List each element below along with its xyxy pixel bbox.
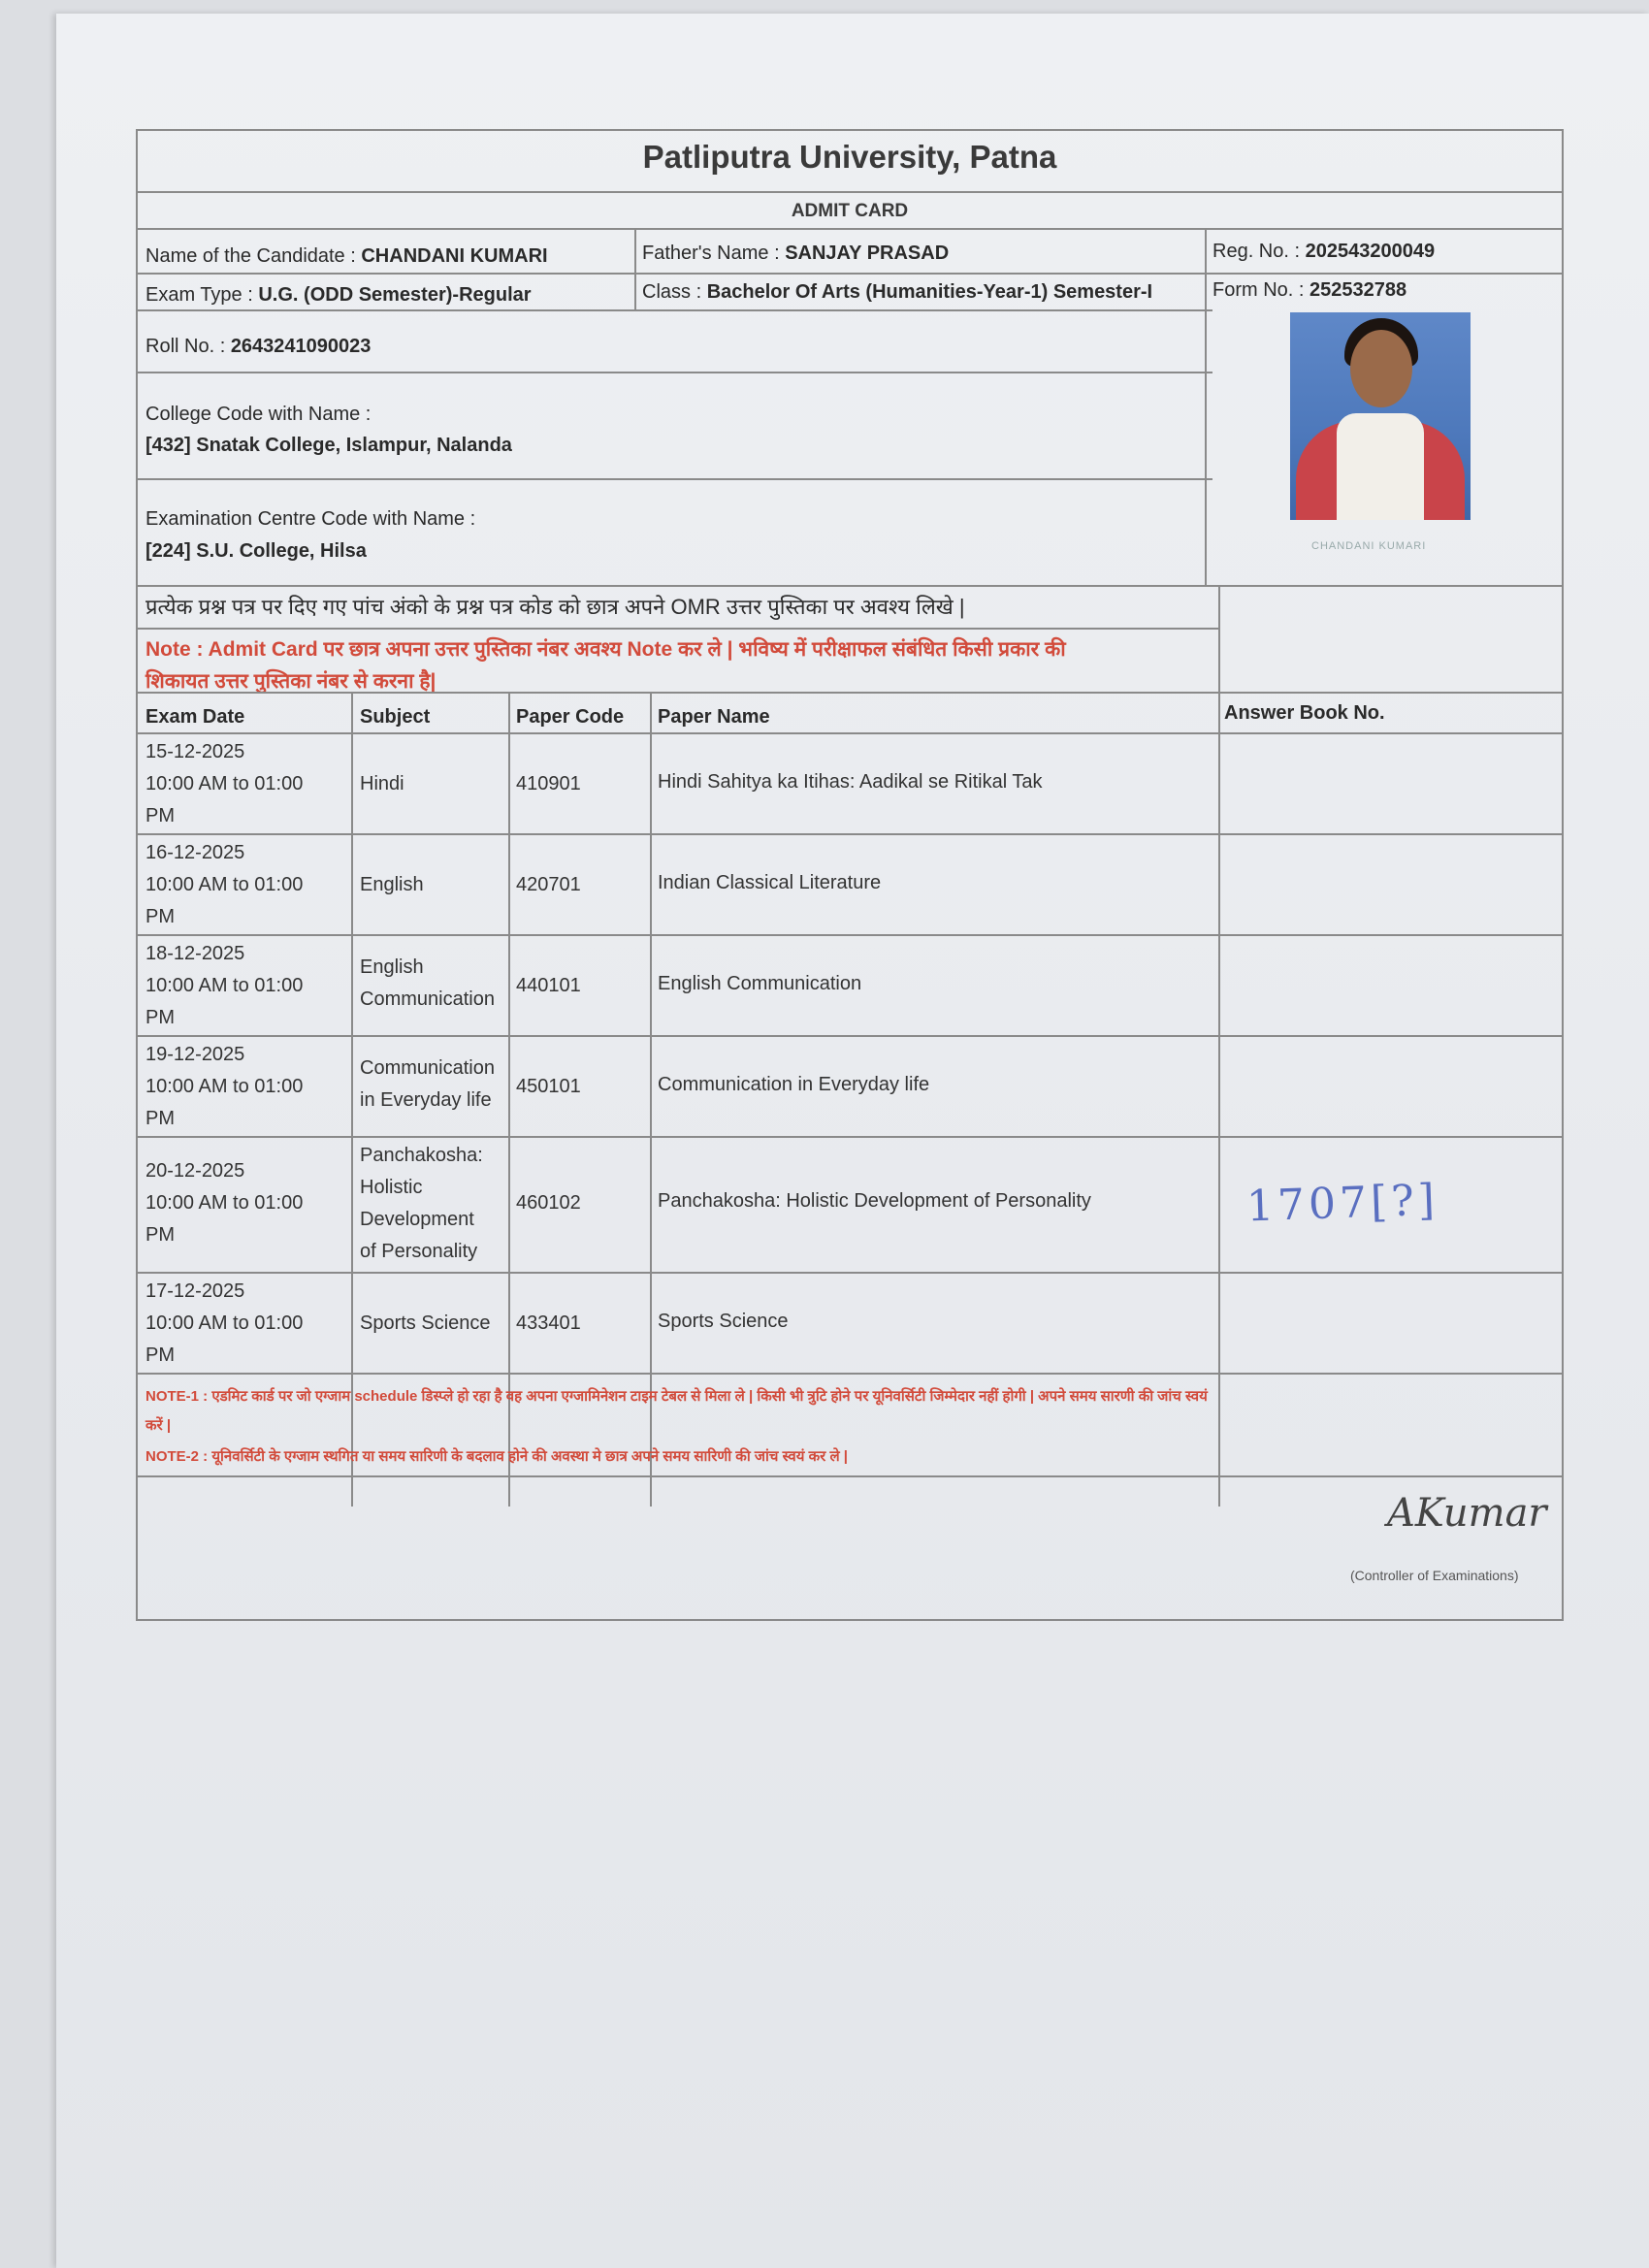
answer-book-handwritten: 1707[?] — [1245, 1175, 1439, 1232]
college-name: [432] Snatak College, Islampur, Nalanda — [146, 435, 512, 456]
form-no-field: Form No. : 252532788 — [1212, 279, 1407, 301]
omr-instruction: प्रत्येक प्रश्न पत्र पर दिए गए पांच अंको के प्रश्न पत्र कोड को छात्र अपने OMR उत्तर पुस्तिका पर अवश्य लिखे | — [146, 595, 965, 619]
row3-subject: English Communication — [360, 956, 495, 1010]
row4-code: 450101 — [516, 1076, 581, 1097]
candidate-name: CHANDANI KUMARI — [361, 245, 548, 267]
exam-type-field: Exam Type : U.G. (ODD Semester)-Regular — [146, 284, 532, 306]
roll-no: 2643241090023 — [230, 336, 372, 357]
candidate-photo — [1290, 312, 1471, 520]
centre-name: [224] S.U. College, Hilsa — [146, 540, 367, 562]
note-1-line-2: करें | — [146, 1417, 172, 1434]
row1-code: 410901 — [516, 773, 581, 794]
college-label: College Code with Name : — [146, 404, 372, 425]
row4-paper: Communication in Everyday life — [658, 1074, 930, 1095]
th-subject: Subject — [360, 706, 431, 728]
row5-code: 460102 — [516, 1192, 581, 1214]
reg-no-field: Reg. No. : 202543200049 — [1212, 241, 1436, 262]
form-no: 252532788 — [1310, 279, 1407, 301]
admit-card-title: ADMIT CARD — [791, 201, 909, 221]
row5-paper: Panchakosha: Holistic Development of Personality — [658, 1190, 1091, 1212]
row2-code: 420701 — [516, 874, 581, 895]
row6-code: 433401 — [516, 1312, 581, 1334]
controller-label: (Controller of Examinations) — [1350, 1568, 1519, 1583]
row6-paper: Sports Science — [658, 1311, 789, 1332]
table-row: 20-12-2025 10:00 AM to 01:00 PM — [146, 1160, 304, 1246]
row2-paper: Indian Classical Literature — [658, 872, 882, 893]
row1-subject: Hindi — [360, 773, 404, 794]
row6-subject: Sports Science — [360, 1312, 491, 1334]
note-line-2: शिकायत उत्तर पुस्तिका नंबर से करना है| — [146, 670, 436, 693]
table-row: 16-12-2025 10:00 AM to 01:00 PM — [146, 842, 304, 927]
row3-paper: English Communication — [658, 973, 862, 994]
th-paper-name: Paper Name — [658, 706, 770, 728]
photo-caption: CHANDANI KUMARI — [1311, 540, 1427, 552]
class-field: Class : Bachelor Of Arts (Humanities-Year-1) Semester-I — [642, 281, 1153, 303]
admit-card — [136, 129, 1564, 1621]
controller-signature: AKumar — [1387, 1491, 1547, 1536]
table-row: 18-12-2025 10:00 AM to 01:00 PM — [146, 943, 304, 1028]
row2-subject: English — [360, 874, 424, 895]
table-row: 15-12-2025 10:00 AM to 01:00 PM — [146, 741, 304, 826]
centre-label: Examination Centre Code with Name : — [146, 508, 476, 530]
row3-code: 440101 — [516, 975, 581, 996]
note-1-line-1: NOTE-1 : एडमिट कार्ड पर जो एग्जाम schedule डिस्प्ले हो रहा है वह अपना एग्जामिनेशन टाइम टेबल से मिला ले | किसी भी त्रुटि होने पर यूनिवर्सिटी जिम्मेदार नहीं होगी | अपने समय सारणी की जांच स्वयं — [146, 1388, 1208, 1405]
father-name: SANJAY PRASAD — [785, 243, 950, 264]
table-row: 19-12-2025 10:00 AM to 01:00 PM — [146, 1044, 304, 1129]
th-exam-date: Exam Date — [146, 706, 245, 728]
th-paper-code: Paper Code — [516, 706, 625, 728]
class-name: Bachelor Of Arts (Humanities-Year-1) Semester-I — [706, 281, 1153, 303]
row5-subject: Panchakosha: Holistic Development of Personality — [360, 1145, 483, 1262]
university-title: Patliputra University, Patna — [642, 139, 1057, 175]
father-name-field: Father's Name : SANJAY PRASAD — [642, 243, 950, 264]
reg-no: 202543200049 — [1305, 241, 1436, 262]
exam-type: U.G. (ODD Semester)-Regular — [258, 284, 532, 306]
table-row: 17-12-2025 10:00 AM to 01:00 PM — [146, 1280, 304, 1366]
th-answer-book: Answer Book No. — [1224, 702, 1385, 724]
note-2: NOTE-2 : यूनिवर्सिटी के एग्जाम स्थगित या समय सारिणी के बदलाव होने की अवस्था मे छात्र अपने समय सारिणी की जांच स्वयं कर ले | — [146, 1448, 848, 1465]
candidate-name-field: Name of the Candidate : CHANDANI KUMARI — [146, 245, 548, 267]
note-line-1: Note : Admit Card पर छात्र अपना उत्तर पुस्तिका नंबर अवश्य Note कर ले | भविष्य में परीक्षाफल संबंधित किसी प्रकार की — [146, 638, 1066, 661]
row4-subject: Communication in Everyday life — [360, 1057, 495, 1111]
roll-no-field: Roll No. : 2643241090023 — [146, 336, 372, 357]
row1-paper: Hindi Sahitya ka Itihas: Aadikal se Ritikal Tak — [658, 771, 1043, 793]
